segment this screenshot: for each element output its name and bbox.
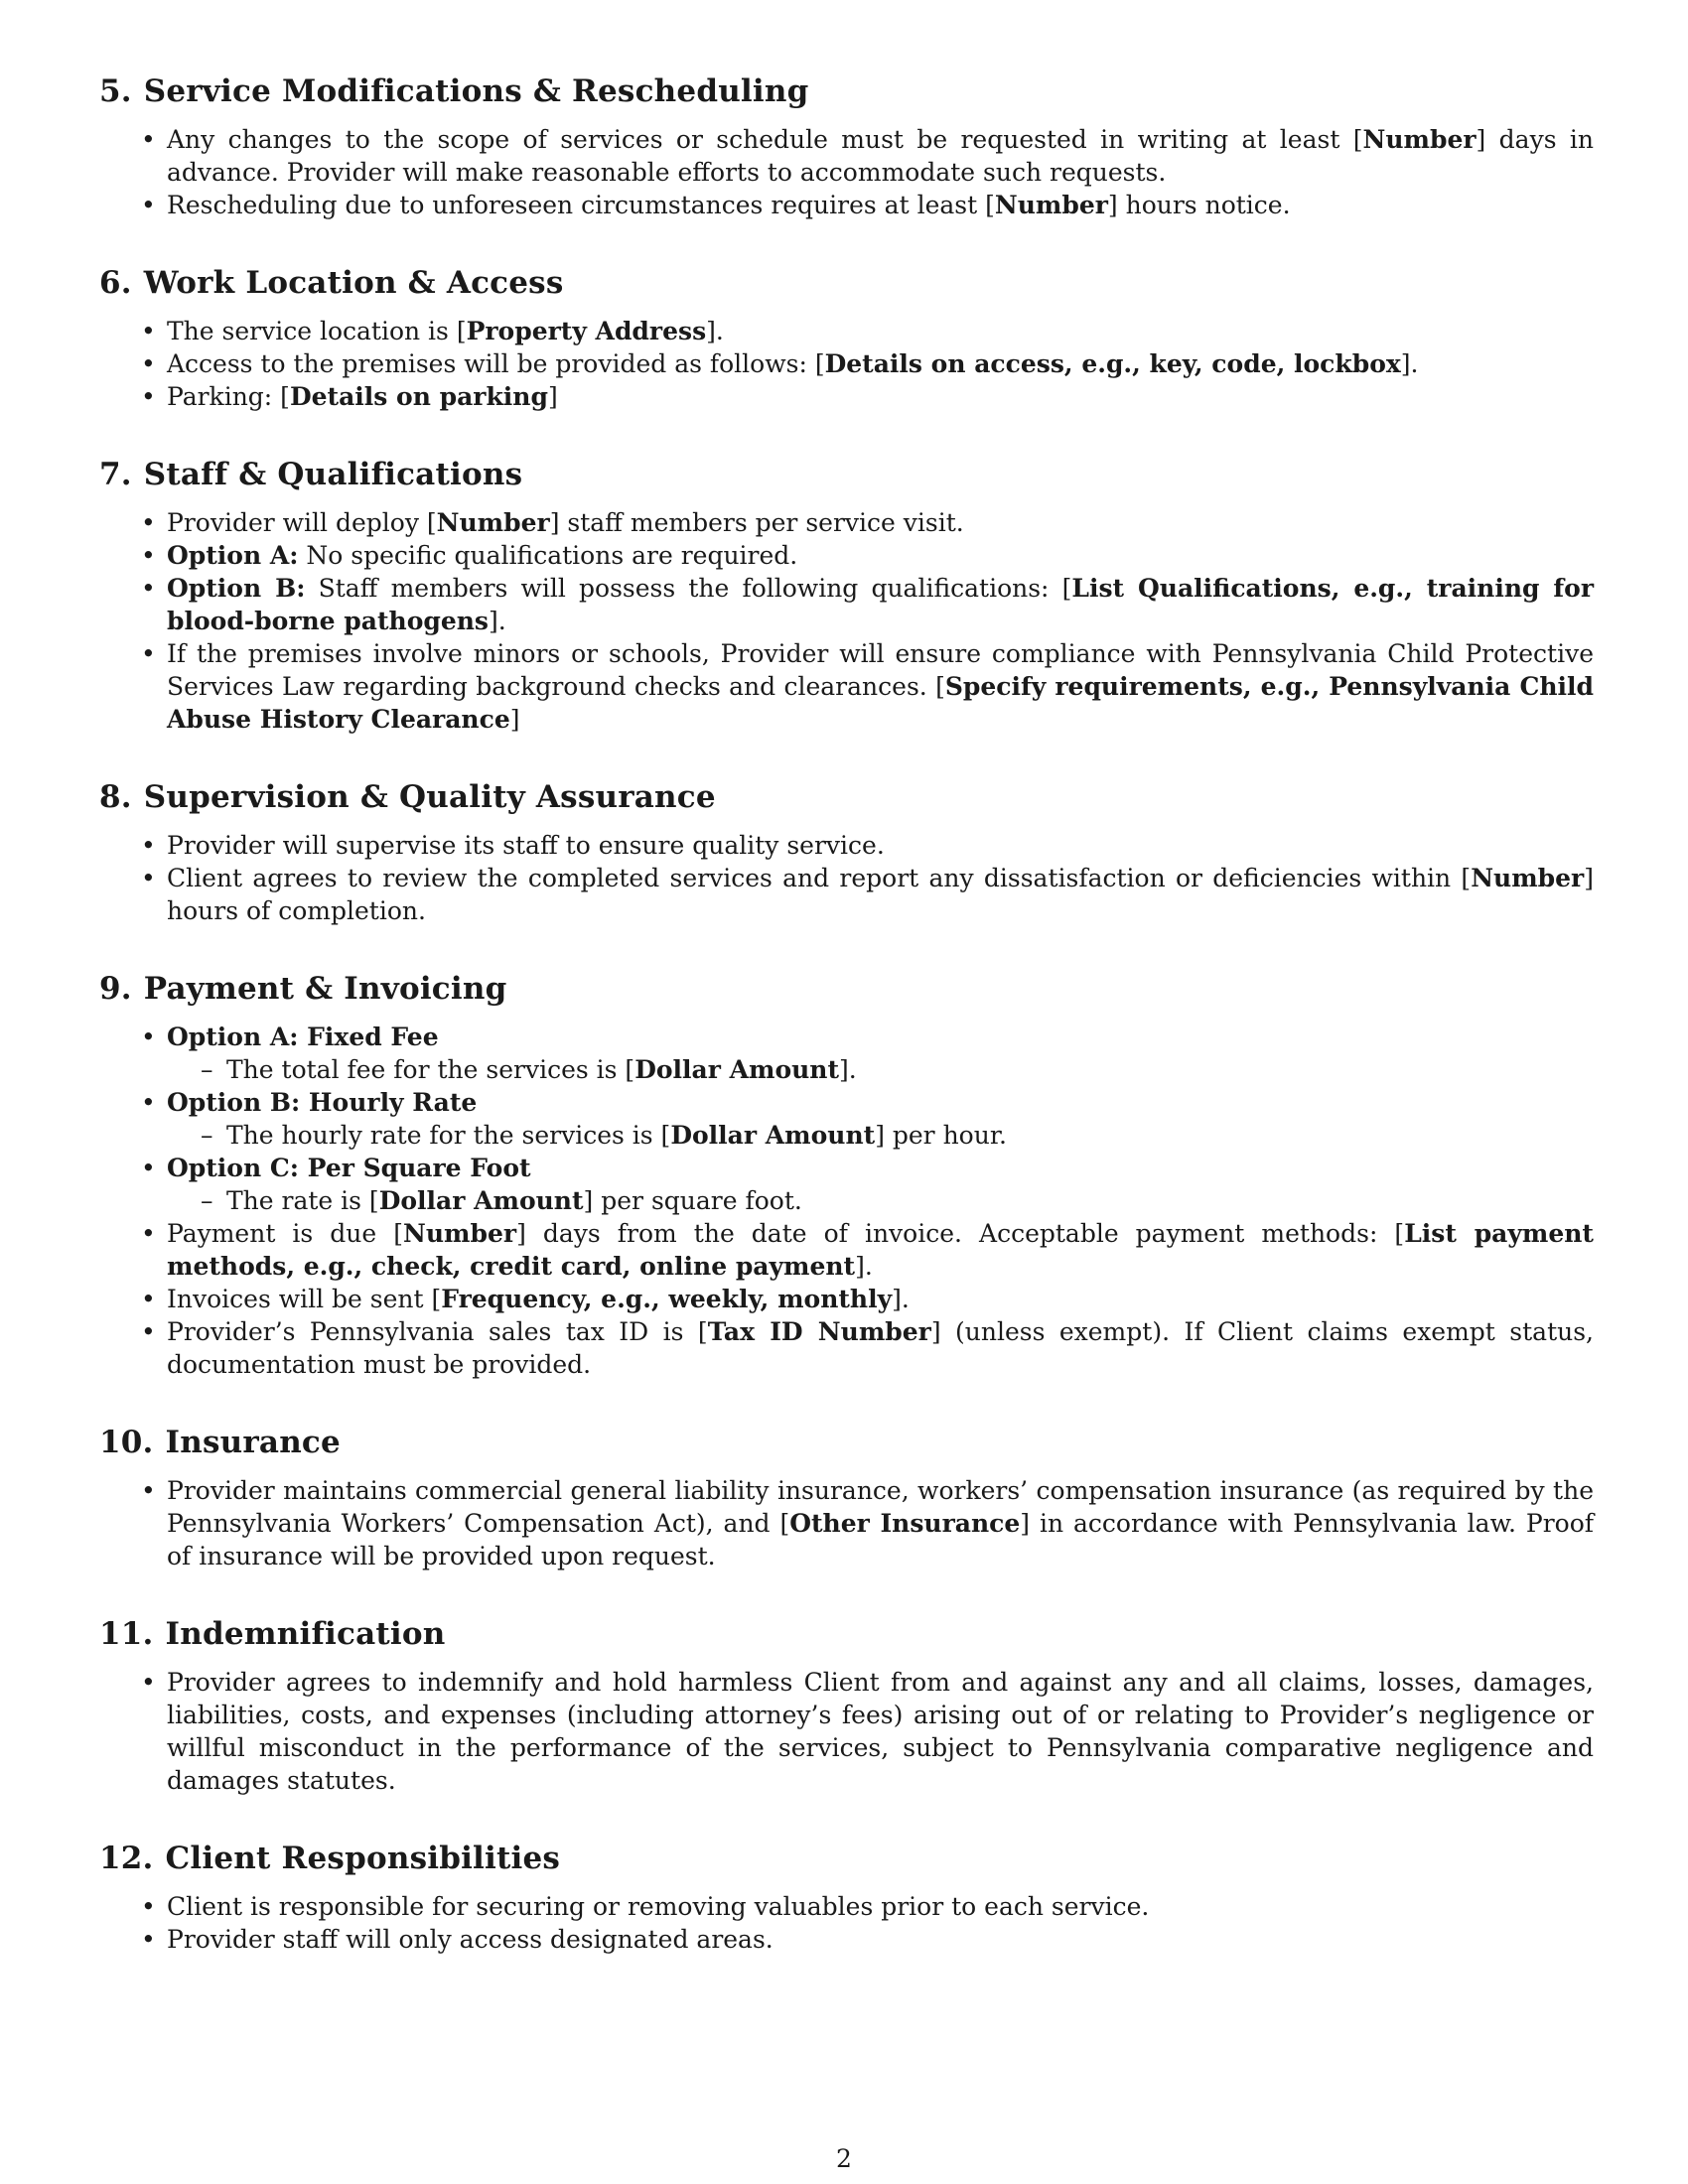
list-item — [167, 1315, 1594, 1381]
text-run: The rate is [ — [226, 1186, 379, 1215]
placeholder-field: Details on access, e.g., key, code, lockbox — [824, 349, 1401, 378]
section-number: 5. — [99, 73, 132, 109]
section-title: Indemnification — [165, 1616, 446, 1652]
section-title: Work Location & Access — [143, 265, 564, 301]
bullet-list — [99, 1021, 1594, 1381]
section — [99, 261, 1594, 413]
text-run: Provider will supervise its staff to ensure quality service. — [167, 831, 885, 860]
placeholder-field: Dollar Amount — [670, 1121, 876, 1150]
page-number: 2 — [836, 2144, 852, 2173]
placeholder-field: List Qualifications, e.g., training for blood-borne pathogens — [167, 574, 1594, 635]
text-run: ] days from the date of invoice. Acceptable payment methods: [ — [516, 1219, 1405, 1248]
bullet-list — [99, 506, 1594, 736]
text-run: Staff members will possess the following qualifications: [ — [305, 574, 1072, 603]
list-item — [167, 506, 1594, 539]
text-run: ] per hour. — [875, 1121, 1007, 1150]
text-run: ]. — [855, 1252, 873, 1281]
placeholder-field: Number — [436, 508, 550, 537]
section-heading — [99, 1837, 1594, 1880]
text-run: ]. — [706, 317, 724, 345]
placeholder-field: Number — [403, 1219, 517, 1248]
text-run: The hourly rate for the services is [ — [226, 1121, 671, 1150]
section-heading — [99, 775, 1594, 819]
text-run: ] hours notice. — [1107, 191, 1291, 219]
section-number: 11. — [99, 1616, 154, 1652]
sub-list — [167, 1119, 1594, 1152]
text-run: Provider’s Pennsylvania sales tax ID is [ — [167, 1317, 708, 1346]
text-run: ] — [509, 705, 520, 734]
text-run: No specific qualifications are required. — [298, 541, 798, 570]
section — [99, 775, 1594, 927]
section-heading — [99, 453, 1594, 496]
text-run: Client is responsible for securing or removing valuables prior to each service. — [167, 1892, 1150, 1921]
placeholder-field: Details on parking — [289, 382, 548, 411]
text-run: Provider will deploy [ — [167, 508, 437, 537]
text-run: ]. — [892, 1285, 910, 1313]
section-title: Payment & Invoicing — [143, 971, 507, 1007]
section-number: 6. — [99, 265, 132, 301]
section-title: Staff & Qualifications — [143, 457, 523, 492]
text-run: ] in accordance with Pennsylvania law. Proof of insurance will be provided upon request. — [167, 1509, 1595, 1570]
text-run: ] (unless exempt). If Client claims exempt status, documentation must be provided. — [167, 1317, 1594, 1379]
placeholder-field: Specify requirements, e.g., Pennsylvania Child Abuse History Clearance — [167, 672, 1594, 734]
list-item — [167, 315, 1594, 347]
text-run: If the premises involve minors or schools, Provider will ensure compliance with Pennsylvania Child Protective Services Law regarding background checks and clearances. [ — [167, 639, 1594, 701]
placeholder-field: Other Insurance — [789, 1509, 1021, 1538]
list-item — [167, 123, 1594, 189]
list-item — [167, 539, 1594, 572]
placeholder-field: List payment methods, e.g., check, credit card, online payment — [167, 1219, 1594, 1281]
list-item — [167, 1283, 1594, 1315]
list-item — [167, 829, 1594, 862]
section-heading — [99, 967, 1594, 1011]
section-title: Insurance — [165, 1425, 341, 1460]
sub-list-item — [226, 1119, 1594, 1152]
text-run: Any changes to the scope of services or schedule must be requested in writing at least [ — [167, 125, 1363, 154]
text-run: Provider maintains commercial general liability insurance, workers’ compensation insurance (as required by the Pennsylvania Workers’ Compensation Act), and [ — [167, 1476, 1594, 1538]
list-item — [167, 1217, 1594, 1283]
bullet-list — [99, 315, 1594, 413]
placeholder-field: Option B: Hourly Rate — [167, 1088, 478, 1117]
text-run: ] per square foot. — [583, 1186, 802, 1215]
placeholder-field: Option A: Fixed Fee — [167, 1023, 439, 1051]
section-heading — [99, 261, 1594, 305]
text-run: Rescheduling due to unforeseen circumstances requires at least [ — [167, 191, 995, 219]
text-run: Payment is due [ — [167, 1219, 404, 1248]
text-run: ]. — [839, 1055, 857, 1084]
section-title: Client Responsibilities — [165, 1841, 561, 1876]
text-run: ] days in advance. Provider will make reasonable efforts to accommodate such requests. — [167, 125, 1594, 187]
text-run: Parking: [ — [167, 382, 290, 411]
list-item — [167, 1923, 1594, 1956]
list-item — [167, 1021, 1594, 1086]
list-item — [167, 572, 1594, 637]
placeholder-field: Number — [994, 191, 1108, 219]
list-item — [167, 1152, 1594, 1217]
text-run: The service location is [ — [167, 317, 467, 345]
bullet-list — [99, 1666, 1594, 1797]
bullet-list — [99, 123, 1594, 221]
text-run: Client agrees to review the completed services and report any dissatisfaction or deficiencies within [ — [167, 864, 1472, 892]
section-number: 9. — [99, 971, 132, 1007]
placeholder-field: Tax ID Number — [707, 1317, 931, 1346]
sub-list-item — [226, 1184, 1594, 1217]
section — [99, 967, 1594, 1381]
text-run: ] hours of completion. — [167, 864, 1594, 925]
section — [99, 453, 1594, 736]
section-heading — [99, 69, 1594, 113]
sub-list-item — [226, 1053, 1594, 1086]
list-item — [167, 1086, 1594, 1152]
section-number: 10. — [99, 1425, 154, 1460]
section-heading — [99, 1421, 1594, 1464]
list-item — [167, 380, 1594, 413]
list-item — [167, 347, 1594, 380]
sub-list — [167, 1053, 1594, 1086]
section-number: 7. — [99, 457, 132, 492]
section — [99, 1421, 1594, 1572]
placeholder-field: Number — [1471, 864, 1585, 892]
list-item — [167, 862, 1594, 927]
list-item — [167, 1474, 1594, 1572]
sub-list — [167, 1184, 1594, 1217]
document-page — [99, 69, 1594, 1995]
section-heading — [99, 1612, 1594, 1656]
list-item — [167, 189, 1594, 221]
section — [99, 69, 1594, 221]
placeholder-field: Number — [1362, 125, 1477, 154]
text-run: ] — [547, 382, 558, 411]
section-number: 12. — [99, 1841, 154, 1876]
text-run: ]. — [489, 607, 506, 635]
placeholder-field: Option C: Per Square Foot — [167, 1154, 531, 1182]
placeholder-field: Dollar Amount — [378, 1186, 584, 1215]
section-title: Supervision & Quality Assurance — [143, 779, 716, 815]
placeholder-field: Option B: — [167, 574, 306, 603]
placeholder-field: Property Address — [466, 317, 707, 345]
placeholder-field: Frequency, e.g., weekly, monthly — [441, 1285, 893, 1313]
bullet-list — [99, 829, 1594, 927]
list-item — [167, 637, 1594, 736]
text-run: Invoices will be sent [ — [167, 1285, 442, 1313]
text-run: Provider staff will only access designated areas. — [167, 1925, 774, 1954]
section — [99, 1837, 1594, 1956]
text-run: Provider agrees to indemnify and hold harmless Client from and against any and all claims, losses, damages, liabilities, costs, and expenses (including attorney’s fees) arising out of or relating to Provider’s negligence or willful misconduct in the performance of the services, subject to Pennsylvania comparative negligence and damages statutes. — [167, 1668, 1594, 1795]
text-run: ] staff members per service visit. — [549, 508, 964, 537]
list-item — [167, 1890, 1594, 1923]
bullet-list — [99, 1474, 1594, 1572]
section-number: 8. — [99, 779, 132, 815]
section-title: Service Modifications & Rescheduling — [143, 73, 809, 109]
section — [99, 1612, 1594, 1797]
placeholder-field: Dollar Amount — [634, 1055, 840, 1084]
text-run: The total fee for the services is [ — [226, 1055, 635, 1084]
bullet-list — [99, 1890, 1594, 1956]
text-run: ]. — [1400, 349, 1419, 378]
list-item — [167, 1666, 1594, 1797]
placeholder-field: Option A: — [167, 541, 299, 570]
text-run: Access to the premises will be provided as follows: [ — [167, 349, 825, 378]
